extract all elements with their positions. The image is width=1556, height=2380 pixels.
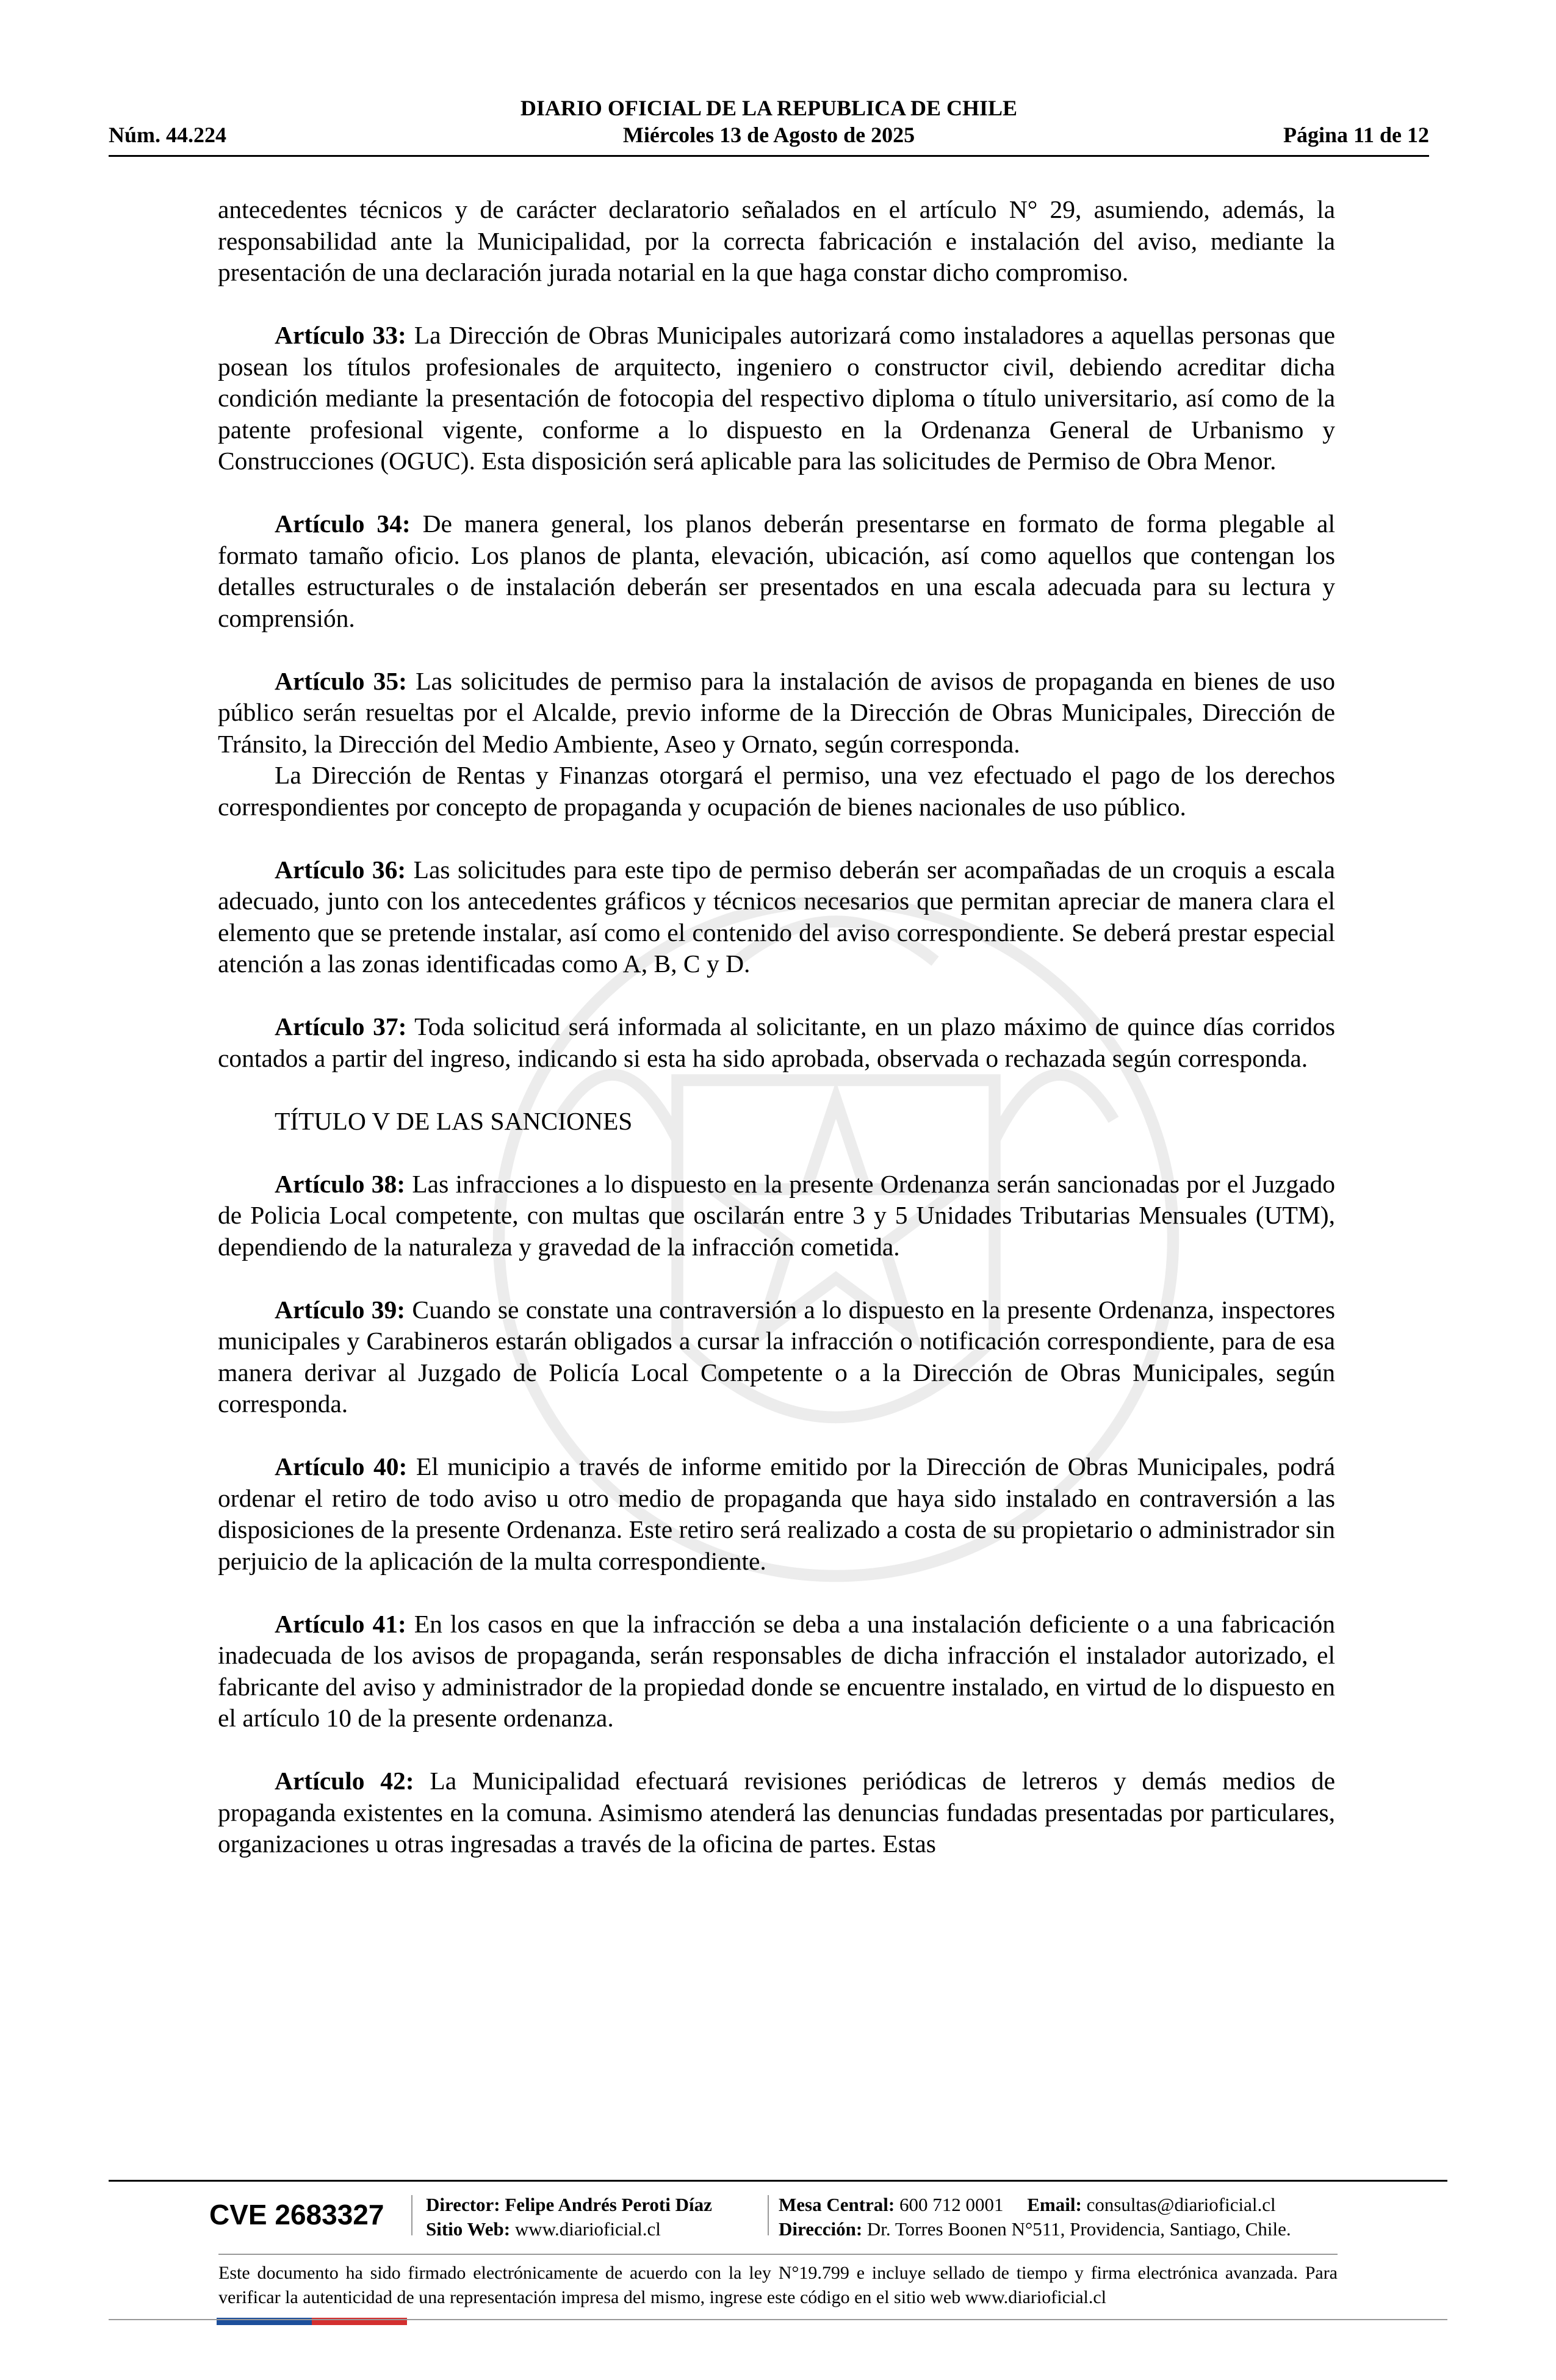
article-37-label: Artículo 37: [275, 1012, 407, 1040]
footer-divider-mid [218, 2254, 1338, 2255]
article-36-label: Artículo 36: [275, 855, 406, 884]
director-label: Director: [426, 2194, 500, 2215]
address-value: Dr. Torres Boonen N°511, Providencia, Santiago, Chile. [862, 2218, 1291, 2240]
page-footer [109, 2182, 1447, 2255]
article-39 [218, 1294, 1335, 1420]
mesa-label: Mesa Central: [779, 2194, 895, 2215]
page-number: Página 11 de 12 [1283, 123, 1429, 147]
article-40-text: El municipio a través de informe emitido por la Dirección de Obras Municipales, podrá ordenar el retiro de todo aviso u otro medio de propaganda que haya sido instalado en contraversión a las disposiciones de la presente Ordenanza. Este retiro será realizado a costa de su propietario o administrador sin perjuicio de la aplicación de la multa correspondiente. [218, 1452, 1335, 1575]
mesa-phone: 600 712 0001 [895, 2194, 1004, 2215]
article-38 [218, 1169, 1335, 1263]
site-label: Sitio Web: [426, 2218, 511, 2240]
article-40 [218, 1451, 1335, 1577]
email-label: Email: [1027, 2194, 1082, 2215]
article-39-label: Artículo 39: [275, 1295, 406, 1324]
cve-code: CVE 2683327 [209, 2199, 384, 2230]
article-33-text: La Dirección de Obras Municipales autorizará como instaladores a aquellas personas que posean los títulos profesionales de arquitecto, ingeniero o constructor civil, debiendo acreditar dicha condición mediante la presentación de fotocopia del respectivo diploma o título universitario, así como de la patente profesional vigente, conforme a lo dispuesto en la Ordenanza General de Urbanismo y Construcciones (OGUC). Esta disposición será aplicable para las solicitudes de Permiso de Obra Menor. [218, 321, 1336, 475]
page-header [109, 95, 1429, 154]
article-33-label: Artículo 33: [275, 321, 406, 349]
signature-note: Este documento ha sido firmado electrónicamente de acuerdo con la ley N°19.799 e incluye sellado de tiempo y firma electrónica avanzada. Para verificar la autenticidad de una representación impresa del mismo, ingrese este código en el sitio web www.diarioficial.cl [218, 2263, 1338, 2307]
article-37 [218, 1011, 1335, 1074]
article-42 [218, 1765, 1335, 1860]
footer-separator [768, 2195, 769, 2235]
article-40-label: Artículo 40: [275, 1452, 408, 1480]
footer-divider-bottom [109, 2319, 1447, 2320]
article-34-text: De manera general, los planos deberán presentarse en formato de forma plegable al formato tamaño oficio. Los planos de planta, elevación, ubicación, así como aquellos que contengan los detalles estructurales o de instalación deberán ser presentados en una escala adecuada para su lectura y comprensión. [218, 510, 1336, 632]
article-38-label: Artículo 38: [275, 1169, 406, 1198]
article-35-label: Artículo 35: [275, 666, 407, 695]
article-38-text: Las infracciones a lo dispuesto en la presente Ordenanza serán sancionadas por el Juzgado de Policia Local competente, con multas que oscilarán entre 3 y 5 Unidades Tributarias Mensuales (UTM), dependiendo de la naturaleza y gravedad de la infracción cometida. [218, 1169, 1335, 1261]
email-address[interactable]: consultas@diarioficial.cl [1081, 2194, 1276, 2215]
newspaper-title: DIARIO OFICIAL DE LA REPUBLICA DE CHILE [520, 96, 1018, 120]
header-divider [109, 155, 1429, 157]
article-41 [218, 1609, 1335, 1734]
paragraph-continuation: antecedentes técnicos y de carácter declaratorio señalados en el artículo N° 29, asumiendo, además, la responsabilidad ante la Municipalidad, por la correcta fabricación e instalación del aviso, mediante la presentación de una declaración jurada notarial en la que haga constar dicho compromiso. [218, 195, 1335, 286]
footer-director-block [426, 2193, 712, 2241]
article-35 [218, 666, 1335, 760]
address-label: Dirección: [779, 2218, 863, 2240]
article-34 [218, 508, 1335, 634]
article-35-paragraph-2: La Dirección de Rentas y Finanzas otorgará el permiso, una vez efectuado el pago de los derechos correspondientes por concepto de propaganda y ocupación de bienes nacionales de uso público. [218, 761, 1335, 821]
site-url[interactable]: www.diarioficial.cl [510, 2218, 661, 2240]
article-42-label: Artículo 42: [275, 1767, 414, 1795]
director-name: Felipe Andrés Peroti Díaz [500, 2194, 712, 2215]
document-body [218, 194, 1335, 1860]
article-41-label: Artículo 41: [275, 1609, 406, 1638]
article-39-text: Cuando se constate una contraversión a lo dispuesto en la presente Ordenanza, inspectores municipales y Carabineros estarán obligados a cursar la infracción o notificación correspondiente, para de esa manera derivar al Juzgado de Policía Local Competente o a la Dirección de Obras Municipales, según corresponda. [218, 1295, 1336, 1418]
article-36 [218, 854, 1335, 980]
article-33 [218, 320, 1335, 477]
article-42-text: La Municipalidad efectuará revisiones periódicas de letreros y demás medios de propaganda existentes en la comuna. Asimismo atenderá las denuncias fundadas presentadas por particulares, organizaciones u otras ingresadas a través de la oficina de partes. Estas [218, 1767, 1335, 1858]
footer-contact-block [779, 2193, 1291, 2241]
article-36-text: Las solicitudes para este tipo de permiso deberán ser acompañadas de un croquis a escala adecuado, junto con los antecedentes gráficos y técnicos necesarios que permitan apreciar de manera clara el elemento que se pretende instalar, así como el contenido del aviso correspondiente. Se deberá prestar especial atención a las zonas identificadas como A, B, C y D. [218, 855, 1335, 978]
issue-number: Núm. 44.224 [109, 123, 227, 147]
footer-separator [411, 2195, 412, 2235]
article-34-label: Artículo 34: [275, 510, 411, 538]
section-title-v: TÍTULO V DE LAS SANCIONES [275, 1106, 633, 1135]
article-35-text: Las solicitudes de permiso para la instalación de avisos de propaganda en bienes de uso público serán resueltas por el Alcalde, previo informe de la Dirección de Obras Municipales, Dirección de Tránsito, la Dirección del Medio Ambiente, Aseo y Ornato, según corresponda. [218, 666, 1335, 758]
article-41-text: En los casos en que la infracción se deba a una instalación deficiente o a una fabricación inadecuada de los avisos de propaganda, serán responsables de dicha infracción el instalador autorizado, el fabricante del aviso y administrador de la propiedad donde se encuentre instalado, en virtud de lo dispuesto en el artículo 10 de la presente ordenanza. [218, 1609, 1335, 1732]
article-37-text: Toda solicitud será informada al solicitante, en un plazo máximo de quince días corridos contados a partir del ingreso, indicando si esta ha sido aprobada, observada o rechazada según corresponda. [218, 1012, 1335, 1072]
issue-date: Miércoles 13 de Agosto de 2025 [622, 123, 915, 147]
